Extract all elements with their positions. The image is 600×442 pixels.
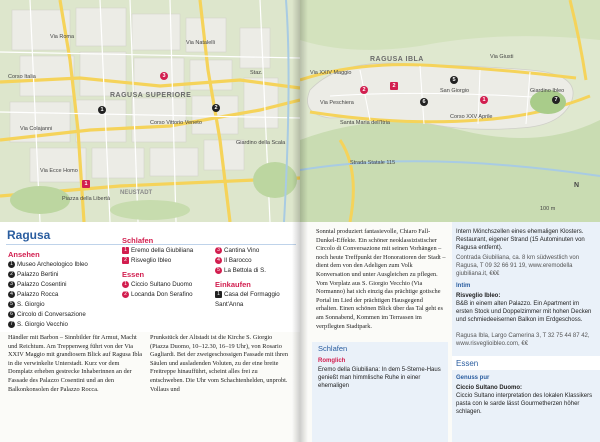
label-santa-maria: Santa Maria dell'Itria [340,120,390,126]
label-via-ecce-homo: Via Ecce Homo [40,168,78,174]
map-pin-hotel[interactable]: 1 [82,180,90,188]
sidebar-genuss-name: Ciccio Sultano Duomo: [456,385,522,391]
label-neustadt: NEUSTADT [120,190,153,196]
legend-item[interactable]: 6 Circolo di Conversazione [8,310,88,320]
sidebar-col2-address: Contrada Giubiliana, ca. 8 km südwestlich von Ragusa, T 09 32 66 91 19, www.eremodella giubiliana.it, €€€ [456,255,580,277]
legend-item[interactable]: 3 Cantina Vino [215,246,293,256]
map-ragusa-superiore [0,0,300,222]
map-pin-restaurant[interactable]: 3 [160,72,168,80]
legend-num: 4 [215,257,222,264]
label-piazza-liberta: Piazza della Libertà [62,196,111,202]
legend-num: 5 [215,267,222,274]
sidebar-genuss-head: Genuss pur [456,375,490,381]
map-pin-locanda[interactable]: 2 [360,86,368,94]
left-body-col1: Händler mit Barbon – Sinnbilder für Armut, Macht und Reichtum. Am Treppenweg führt von der Via XXIV Maggio mit grandiosem Blick auf Ragusa Ibla in die verwinkelte Unterstadt. Kurz vor dem Domplatz erheben gestrecke Inhaberinnen an der Fassade des Palazzo Cosentini und an den Balkonkonsolen der Palazzo Rocca. [8,334,143,393]
label-stazione: Staz. [250,70,263,76]
map-pin-risveglio[interactable]: 2 [390,82,398,90]
map-scale: 100 m [540,206,556,212]
map-pin-giorgio-vecchio[interactable]: 7 [552,96,560,104]
legend-item[interactable]: 2 Locanda Don Serafino [122,290,193,300]
legend-item[interactable]: 1 Museo Archeologico Ibleo [8,260,88,270]
right-body-col1: Sonntal produziert fantasievolle, Chiaro Fall-Dunkel-Effekte. Ein schöner neoklassizistischer Circolo di Conversazione mit seinen Vorhängen – noch heute Treffpunkt der Honoratioren der Stadt – dient dem von den Adeligen zum Volk Konversation und unter Ausgleichen zu pflegen. Vom Vorplatz aus S. Giorgio Vecchio (Via Normanno) hat sich einzig das prächtige gotische Portal im Lied der prächtigen Hausgegend erhalten. Einen schönen Blick über das Tal geht es am Sonnabend, Kommen im Terrassen im verpflegten Stadtpark. [316,228,446,330]
label-san-giorgio: San Giorgio [440,88,470,94]
legend-item[interactable]: 4 Palazzo Rocca [8,290,88,300]
legend-num: 2 [122,257,129,264]
label-via-giusti: Via Giusti [490,54,514,60]
sidebar-essen-head: Essen [456,359,479,368]
label-via-natalelli: Via Natalelli [186,40,215,46]
legend-num: 5 [8,301,15,308]
legend-num: 2 [8,271,15,278]
label-via-roma: Via Roma [50,34,75,40]
map-pin-palazzo[interactable]: 2 [212,104,220,112]
label-corso-vittorio: Corso Vittorio Veneto [150,120,202,126]
legend-num: 1 [8,261,15,268]
compass-north: N [574,182,580,189]
label-giardino-scala: Giardino della Scala [236,140,286,146]
legend-col3 [215,246,293,310]
legend-num: 2 [122,291,129,298]
label-giardino-ibleo: Giardino Ibleo [530,88,565,94]
legend-num: 7 [8,321,15,328]
legend-item[interactable]: 1 Ciccio Sultano Duomo [122,280,193,290]
left-body-col2: Prunkstück der Altstadt ist die Kirche S. Giorgio (Piazza Duomo, 10–12.30, 16–19 Uhr), von Rosario Gagliardi. Bei der zweigeschossigen Fassade mit ihren Säulen und ausladenden Voluten, zu der eine breite Freitreppe hinaufführt, scheint alles frei zu entschweben. Die Uhr vom Schachtenhelden, unprobt. Vollaus und [150,334,288,393]
map-pin-circolo[interactable]: 6 [420,98,428,106]
sidebar-genuss-text: Ciccio Sultano interpretation des lokalen Klassikers pasta con le sarde lässt Gourmetherzen höher schlagen. [456,393,593,415]
label-corso-xxv: Corso XXV Aprile [450,114,493,120]
legend-item[interactable]: 5 La Bettola di S. [215,266,293,276]
legend-ansehen [8,250,88,330]
legend-schlafen [122,236,193,300]
legend-num: 1 [122,281,129,288]
sidebar-intim-address: Ragusa Ibla, Largo Camerina 3, T 32 75 44 87 42, www.risveglioibleo.com, €€ [456,333,590,347]
label-ragusa-superiore: RAGUSA SUPERIORE [110,92,192,99]
sidebar-intim-name: Risveglio Ibleo: [456,293,501,299]
legend-item[interactable]: 5 S. Giorgio [8,300,88,310]
legend-item[interactable]: 2 Risveglio Ibleo [122,256,193,266]
map-ragusa-ibla [300,0,600,222]
legend-num: 6 [8,311,15,318]
sidebar-intim-text: B&B in einem alten Palazzo. Ein Apartment im ersten Stock und Doppelzimmer mit hohen Decken und schmiedeeisernen Balkon im Erdgeschoss. [456,301,592,323]
label-strada-statale: Strada Statale 115 [350,160,396,166]
label-ragusa-ibla: RAGUSA IBLA [370,56,424,63]
legend-title: Ragusa [7,228,51,242]
legend-num: 3 [8,281,15,288]
legend-item[interactable]: 1 Eremo della Giubiliana [122,246,193,256]
legend-ansehen-head: Ansehen [8,250,40,259]
sidebar-schlafen-head: Schlafen [318,344,348,353]
legend-einkaufen-head: Einkaufen [215,280,251,289]
legend-essen-head: Essen [122,270,145,279]
map-left-svg [0,0,300,222]
map-pin-museo[interactable]: 1 [98,106,106,114]
map-right-svg [300,0,600,222]
legend-num: 1 [122,247,129,254]
legend-num: 4 [8,291,15,298]
label-via-peschiera: Via Peschiera [320,100,354,106]
legend-num: 1 [215,291,222,298]
map-pin-san-giorgio[interactable]: 5 [450,76,458,84]
legend-item[interactable]: 3 Palazzo Cosentini [8,280,88,290]
legend-num: 3 [215,247,222,254]
sidebar-col2-top: Intern Mönchszellen eines ehemaligen Klosters. Restaurant, eigener Strand (15 Autominuten von Ragusa entfernt). [456,229,585,251]
map-pin-ciccio[interactable]: 1 [480,96,488,104]
legend-schlafen-head: Schlafen [122,236,154,245]
sidebar-intim-head: Intim [456,283,471,289]
legend-item[interactable]: 7 S. Giorgio Vecchio [8,320,88,330]
legend-item[interactable]: 1 Casa del Formaggio Sant'Anna [215,290,280,308]
label-via-colajanni: Via Colajanni [20,126,53,132]
label-corso-italia: Corso Italia [8,74,36,80]
label-via-xxiv: Via XXIV Maggio [310,70,352,76]
sidebar-schlafen-sub: Romglich [318,358,346,364]
legend-item[interactable]: 4 Il Barocco [215,256,293,266]
sidebar-schlafen-text: Eremo della Giubiliana: In dem 5-Sterne-Haus genießt man himmlische Ruhe in einer ehemaligen [318,367,441,389]
legend-item[interactable]: 2 Palazzo Bertini [8,270,88,280]
